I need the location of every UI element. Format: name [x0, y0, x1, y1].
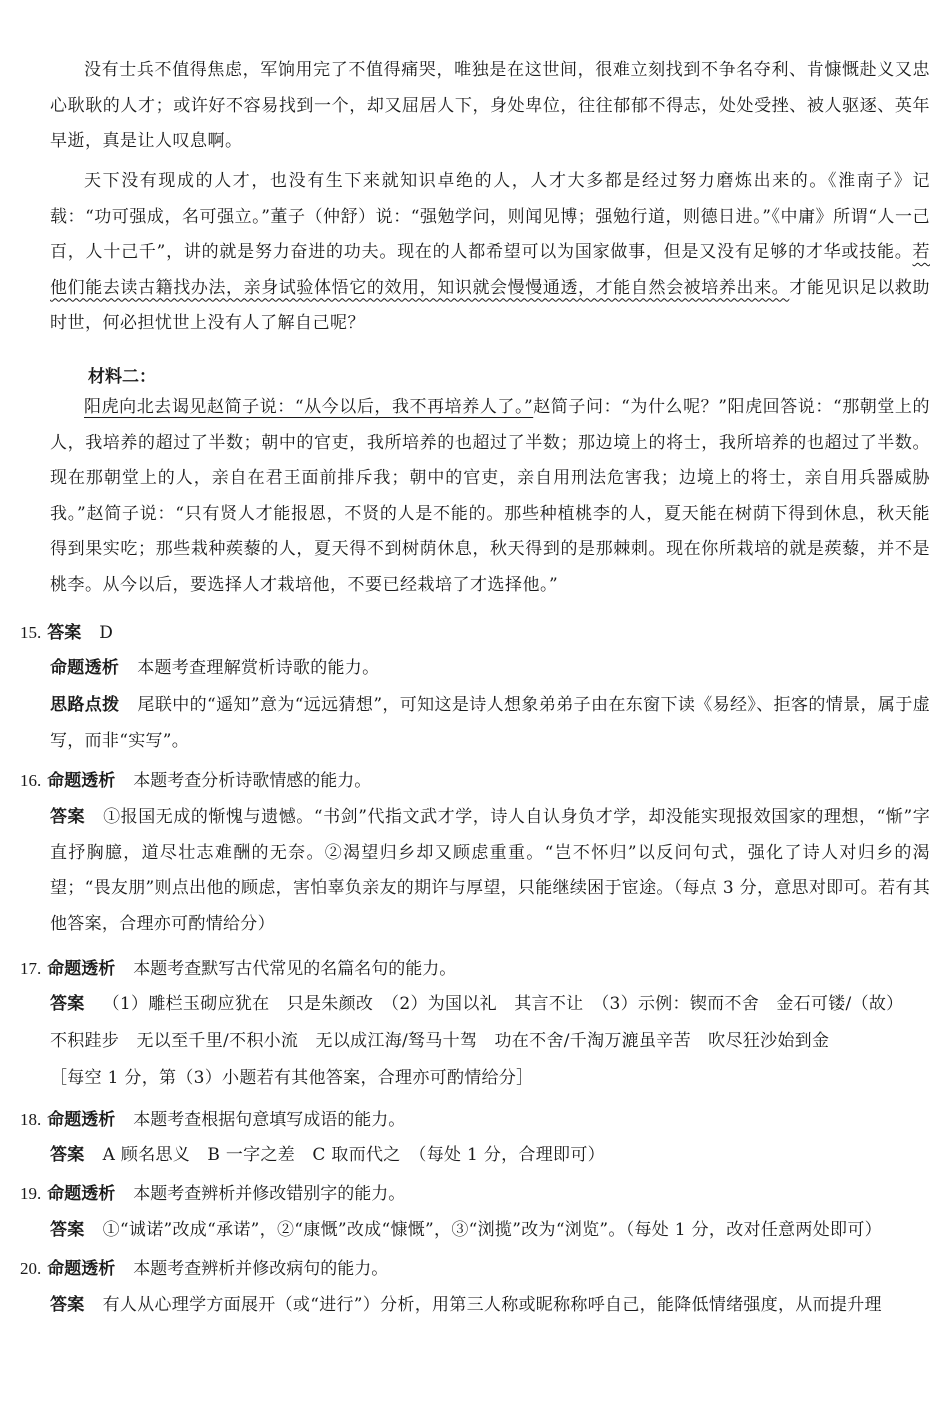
material1-paragraph-1: 没有士兵不值得焦虑，军饷用完了不值得痛哭，唯独是在这世间，很难立刻找到不争名夺利、肯慷慨赴义又忠心耿耿的人才；或许好不容易找到一个，却又屈居人下，身处卑位，往往郁郁不得志，处处受挫、被人驱逐、英年早逝，真是让人叹息啊。: [50, 60, 930, 151]
q20-analysis-row: [20, 1251, 930, 1288]
q17-number: 17.: [20, 959, 42, 978]
q19-number: 19.: [20, 1184, 42, 1203]
material2-underlined-sentence: 阳虎向北去谒见赵简子说：“从今以后，我不再培养人了。”: [84, 397, 534, 417]
q17-answer-label: 答案: [50, 994, 85, 1014]
q15-hint-label: 思路点拨: [50, 695, 120, 715]
q18-analysis-label: 命题透析: [47, 1110, 116, 1130]
q15-analysis-text: 本题考查理解赏析诗歌的能力。: [137, 658, 380, 678]
q17-answer-line-1: （1）雕栏玉砌应犹在 只是朱颜改 （2）为国以礼 其言不让 （3）示例：锲而不舍 金石可镂/（故）: [102, 994, 904, 1014]
q18-answer-text: A 顾名思义 B 一字之差 C 取而代之 （每处 1 分，合理即可）: [102, 1145, 605, 1165]
material1-paragraph-2: [50, 164, 930, 342]
q16-number: 16.: [20, 771, 42, 790]
q16-answer: [50, 800, 930, 942]
q17-analysis-row: [20, 951, 930, 988]
q18-answer-label: 答案: [50, 1145, 85, 1165]
material2-heading: 材料二：: [88, 367, 156, 387]
q18-number: 18.: [20, 1110, 42, 1129]
q16-analysis-label: 命题透析: [47, 771, 116, 791]
q15-number: 15.: [20, 623, 42, 642]
material1-wavy-underlined-sentence: 若他们能去读古籍找办法，亲身试验体悟它的效用，知识就会慢慢通透，才能自然会被培养出来。: [50, 242, 930, 298]
q20-number: 20.: [20, 1259, 42, 1278]
q17-answer-line-3: ［每空 1 分，第（3）小题若有其他答案，合理亦可酌情给分］: [50, 1068, 534, 1088]
q19-analysis-label: 命题透析: [47, 1184, 116, 1204]
material1-p2-ending: 才能见识足以救助时世，何必担忧世上没有人了解自己呢？: [50, 277, 931, 333]
q20-analysis-label: 命题透析: [47, 1259, 116, 1279]
q15-answer-label: 答案: [47, 623, 82, 643]
q15-answer-row: [20, 615, 930, 652]
q18-answer: [50, 1138, 930, 1174]
material2-text: 赵简子问：“为什么呢？”阳虎回答说：“那朝堂上的人，我培养的超过了半数；朝中的官吏，我所培养的也超过了半数；那边境上的将士，我所培养的也超过了半数。现在那朝堂上的人，亲自在君王面前排斥我；朝中的官吏，亲自用刑法危害我；边境上的将士，亲自用兵器威胁我。”赵简子说：“只有贤人才能报恩，不贤的人是不能的。那些种植桃李的人，夏天能在树荫下得到休息，秋天能得到果实吃；那些栽种蒺藜的人，夏天得不到树荫休息，秋天得到的是那棘刺。现在你所栽培的就是蒺藜，并不是桃李。从今以后，要选择人才栽培他，不要已经栽培了才选择他。”: [50, 397, 930, 595]
page-bottom-crop: [0, 1334, 950, 1407]
q19-answer-text: ①“诚诺”改成“承诺”，②“康慨”改成“慷慨”，③“浏揽”改为“浏览”。（每处 1 分，改对任意两处即可）: [102, 1220, 882, 1240]
q15-answer: D: [99, 623, 113, 643]
q16-answer-text: ①报国无成的惭愧与遗憾。“书剑”代指文武才学，诗人自认身负才学，却没能实现报效国家的理想，“惭”字直抒胸臆，道尽壮志难酬的无奈。②渴望归乡却又顾虑重重。“岂不怀归”以反问句式，强化了诗人对归乡的渴望；“畏友朋”则点出他的顾虑，害怕辜负亲友的期许与厚望，只能继续困于宦途。（每点 3 分，意思对即可。若有其他答案，合理亦可酌情给分）: [50, 807, 930, 934]
q20-answer-label: 答案: [50, 1295, 85, 1315]
q18-analysis-text: 本题考查根据句意填写成语的能力。: [133, 1110, 406, 1130]
q19-answer: [50, 1213, 930, 1249]
q20-analysis-text: 本题考查辨析并修改病句的能力。: [133, 1259, 389, 1279]
q20-answer: [50, 1288, 930, 1324]
q15-hint-text: 尾联中的“遥知”意为“远远猜想”，可知这是诗人想象弟弟子由在东窗下读《易经》、拒客的情景，属于虚写，而非“实写”。: [50, 695, 930, 751]
q16-analysis-row: [20, 763, 930, 800]
q17-answer-line-2: 不积跬步 无以至千里/不积小流 无以成江海/驽马十驾 功在不舍/千淘万漉虽辛苦 吹尽狂沙始到金: [50, 1031, 830, 1051]
q15-hint: [50, 688, 930, 759]
material1-p2-text: 天下没有现成的人才，也没有生下来就知识卓绝的人，人才大多都是经过努力磨炼出来的。《淮南子》记载：“功可强成，名可强立。”董子（仲舒）说：“强勉学问，则闻见博；强勉行道，则德日进。”《中庸》所谓“人一己百，人十己千”，讲的就是努力奋进的功夫。现在的人都希望可以为国家做事，但是又没有足够的才华或技能。: [50, 171, 930, 262]
q19-analysis-row: [20, 1176, 930, 1213]
material2-paragraph: [50, 390, 930, 603]
q19-answer-label: 答案: [50, 1220, 85, 1240]
q20-answer-text: 有人从心理学方面展开（或“进行”）分析，用第三人称或昵称称呼自己，能降低情绪强度，从而提升理: [102, 1295, 882, 1315]
q16-answer-label: 答案: [50, 807, 86, 827]
q16-analysis-text: 本题考查分析诗歌情感的能力。: [133, 771, 372, 791]
q17-analysis-label: 命题透析: [47, 959, 116, 979]
q19-analysis-text: 本题考查辨析并修改错别字的能力。: [133, 1184, 406, 1204]
q15-analysis: [50, 651, 930, 687]
q17-answer: [50, 987, 930, 1023]
q18-analysis-row: [20, 1102, 930, 1139]
q17-analysis-text: 本题考查默写古代常见的名篇名句的能力。: [133, 959, 457, 979]
q15-analysis-label: 命题透析: [50, 658, 120, 678]
